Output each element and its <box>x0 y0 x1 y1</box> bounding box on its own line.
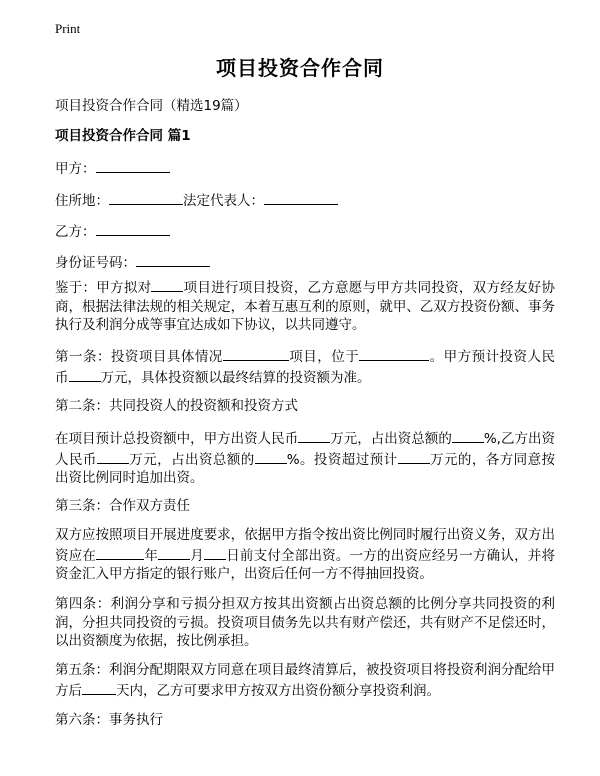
article-3-text-3: 月 <box>190 547 204 564</box>
article-2-text-6: 万元的，各方同意按出资比例同时追加出资。 <box>55 451 556 486</box>
article-2-text-1: 在项目预计总投资额中，甲方出资人民币 <box>55 431 299 447</box>
preamble-text-2: 项目进行项目投资，乙方意愿与甲方共同投资，双方经友好协商，根据法律法规的相关规定，本着互惠互利的原则，就甲、乙双方投资份额、事务执行及利润分成等事宜达成如下协议，以共同遵守。 <box>55 280 556 333</box>
year-blank <box>96 545 144 560</box>
section-heading: 项目投资合作合同 篇1 <box>55 128 191 144</box>
document-subtitle: 项目投资合作合同（精选19篇） <box>55 98 248 114</box>
article-6-title: 第六条：事务执行 <box>55 712 163 728</box>
party-a-label: 甲方： <box>55 161 96 177</box>
project-blank <box>223 346 289 361</box>
article-3-title: 第三条：合作双方责任 <box>55 498 190 514</box>
address-label: 住所地： <box>55 193 109 209</box>
article-1-text-4: 万元，具体投资额以最终结算的投资额为准。 <box>100 369 371 386</box>
address-blank <box>109 190 183 205</box>
legal-rep-blank <box>264 190 338 205</box>
id-number-field <box>55 251 210 271</box>
article-2-text-3: %,乙方出资人民币 <box>55 431 556 468</box>
document-title: 项目投资合作合同 <box>216 56 384 80</box>
article-3-text-2: 年 <box>144 547 159 564</box>
party-a-percent-blank <box>452 428 484 443</box>
legal-rep-label: 法定代表人： <box>183 193 264 209</box>
article-1-text-2: 项目，位于 <box>288 349 360 365</box>
article-4-paragraph: 第四条：利润分享和亏损分担双方按其出资额占出资总额的比例分享共同投资的利润，分担共同投资的亏损。投资项目债务先以共有财产偿还，共有财产不足偿还时，以出资额度为依据，按比例承担。 <box>55 596 555 649</box>
article-5-text-1: 第五条：利润分配期限双方同意在项目最终清算后，被投资项目将投资利润分配给甲方后 <box>55 662 555 699</box>
article-1-text-3: 。甲方预计投资人民币 <box>55 349 556 386</box>
party-b-label: 乙方： <box>55 224 96 240</box>
party-b-blank <box>96 221 170 236</box>
article-3-text-4: 日前支付全部出资。一方的出资应经另一方确认，并将资金汇入甲方指定的银行账户，出资后任何一方不得抽回投资。 <box>55 547 556 582</box>
address-field <box>55 189 338 209</box>
location-blank <box>359 346 429 361</box>
print-link[interactable]: Print <box>55 21 81 36</box>
article-1-paragraph <box>55 346 555 387</box>
party-b-amount-blank <box>97 449 129 464</box>
party-a-amount-blank <box>298 428 330 443</box>
party-a-field <box>55 157 170 177</box>
article-3-paragraph <box>55 526 555 584</box>
party-b-field <box>55 220 170 240</box>
preamble-paragraph <box>55 277 555 335</box>
id-number-blank <box>136 252 210 267</box>
article-2-text-5: %。投资超过预计 <box>286 451 398 468</box>
article-5-text-2: 天内，乙方可要求甲方按双方出资份额分享投资利润。 <box>116 682 440 699</box>
days-blank <box>82 680 116 695</box>
day-blank <box>204 545 226 560</box>
article-2-text-2: 万元，占出资总额的 <box>330 431 452 447</box>
expected-total-blank <box>398 449 430 464</box>
article-5-paragraph <box>55 661 555 700</box>
article-2-paragraph <box>55 428 555 488</box>
article-2-title: 第二条：共同投资人的投资额和投资方式 <box>55 398 298 414</box>
month-blank <box>158 545 190 560</box>
party-a-blank <box>96 158 170 173</box>
id-number-label: 身份证号码： <box>55 255 136 271</box>
article-1-text-1: 第一条：投资项目具体情况 <box>55 349 223 365</box>
party-b-percent-blank <box>255 449 287 464</box>
article-3-text-1: 双方应按照项目开展进度要求，依据甲方指令按出资比例同时履行出资义务，双方出资应在 <box>55 527 555 564</box>
project-name-blank <box>151 277 183 292</box>
amount-blank <box>69 367 101 382</box>
preamble-text-1: 鉴于：甲方拟对 <box>55 280 152 296</box>
article-2-text-4: 万元，占出资总额的 <box>128 451 255 468</box>
